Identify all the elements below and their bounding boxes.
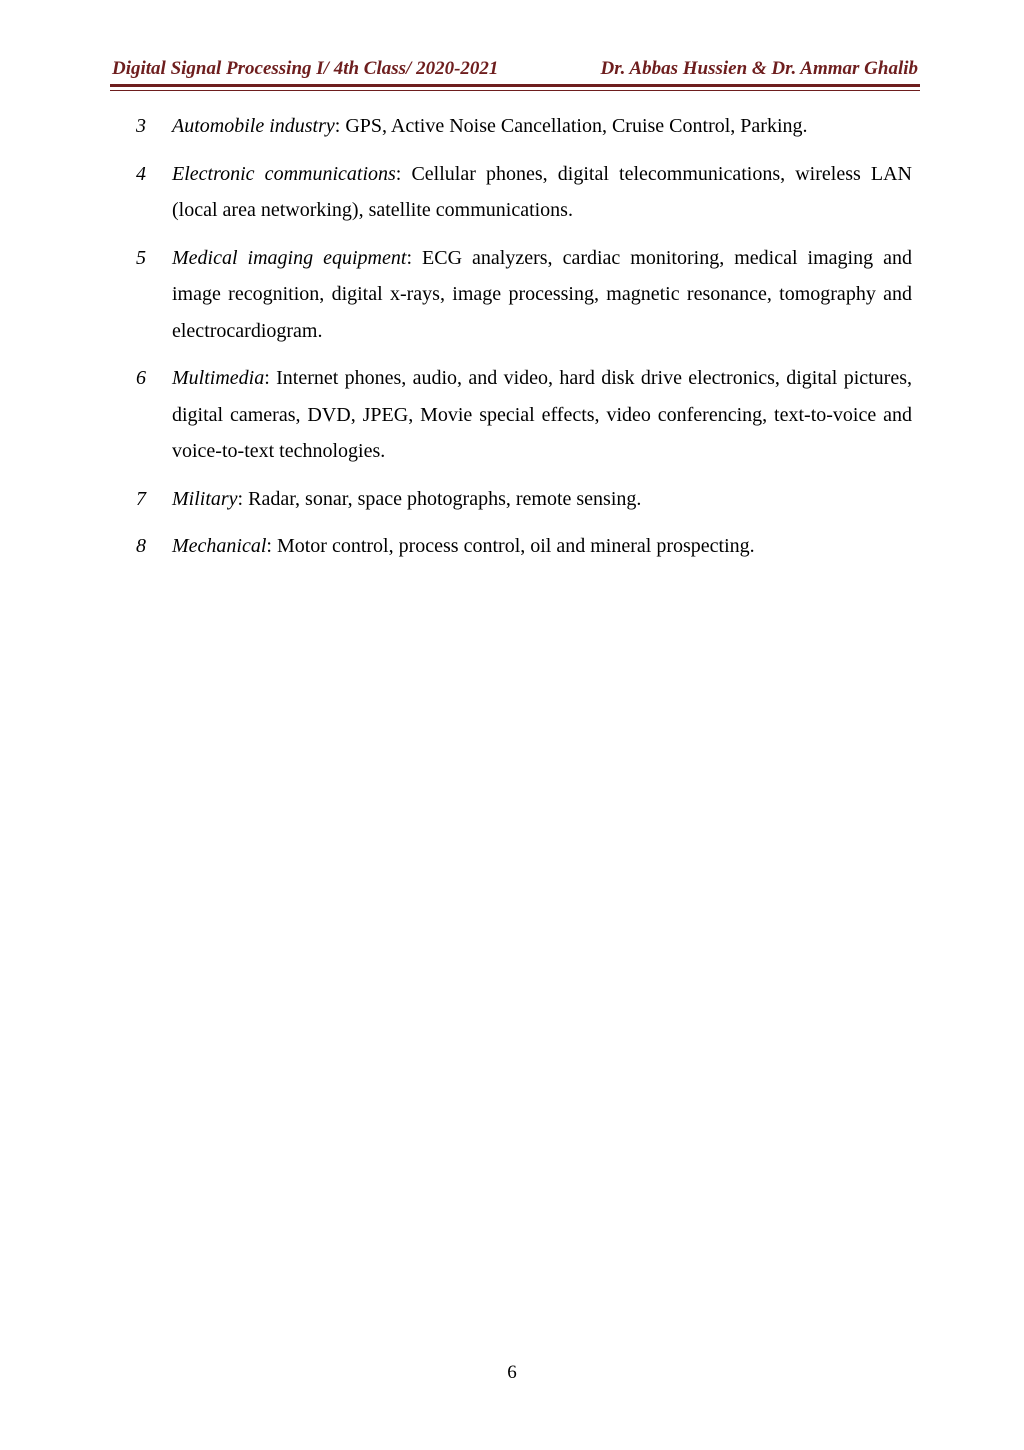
list-item-description: : Radar, sonar, space photographs, remote sensing. (237, 487, 642, 510)
list-item-term: Multimedia (172, 367, 265, 389)
list-item (136, 156, 912, 229)
list-item-term: Medical imaging equipment (172, 246, 407, 269)
list-item (136, 528, 912, 565)
list-item-number: 6 (136, 367, 146, 389)
applications-list (136, 108, 912, 576)
list-item (136, 108, 912, 145)
list-item-term: Military (172, 487, 238, 510)
list-item-description: : Cellular phones, digital telecommunications, wireless LAN (local area networking), satellite communications. (172, 162, 912, 221)
list-item-text (172, 108, 912, 145)
list-item-term: Automobile industry (172, 115, 335, 137)
list-item-description: : Motor control, process control, oil and mineral prospecting. (266, 535, 755, 557)
list-item-text (172, 528, 912, 565)
header-authors: Dr. Abbas Hussien & Dr. Ammar Ghalib (600, 58, 918, 79)
list-item-term: Mechanical (172, 535, 267, 557)
list-item-number: 7 (136, 487, 146, 510)
list-item-term: Electronic communications (172, 162, 396, 185)
list-item-description: : ECG analyzers, cardiac monitoring, medical imaging and image recognition, digital x-rays, image processing, magnetic resonance, tomography and electrocardiogram. (172, 246, 912, 342)
list-item (136, 481, 912, 518)
list-item-number: 8 (136, 535, 146, 557)
list-item (136, 360, 912, 470)
list-item-text (172, 156, 912, 229)
list-item-text (172, 481, 912, 518)
list-item-number: 4 (136, 162, 146, 185)
list-item-text (172, 240, 912, 350)
list-item-number: 5 (136, 246, 146, 269)
header-course-title: Digital Signal Processing I/ 4th Class/ 2020-2021 (112, 58, 499, 79)
page-number: 6 (507, 1362, 517, 1383)
page-header (112, 58, 918, 80)
header-divider-rule (110, 84, 920, 91)
page-footer (0, 1362, 1024, 1384)
list-item-description: : Internet phones, audio, and video, hard disk drive electronics, digital pictures, digital cameras, DVD, JPEG, Movie special effects, video conferencing, text-to-voice and voice-to-text technologies. (172, 367, 912, 462)
list-item-description: : GPS, Active Noise Cancellation, Cruise Control, Parking. (334, 115, 808, 137)
list-item (136, 240, 912, 350)
list-item-text (172, 360, 912, 470)
list-item-number: 3 (136, 115, 146, 137)
